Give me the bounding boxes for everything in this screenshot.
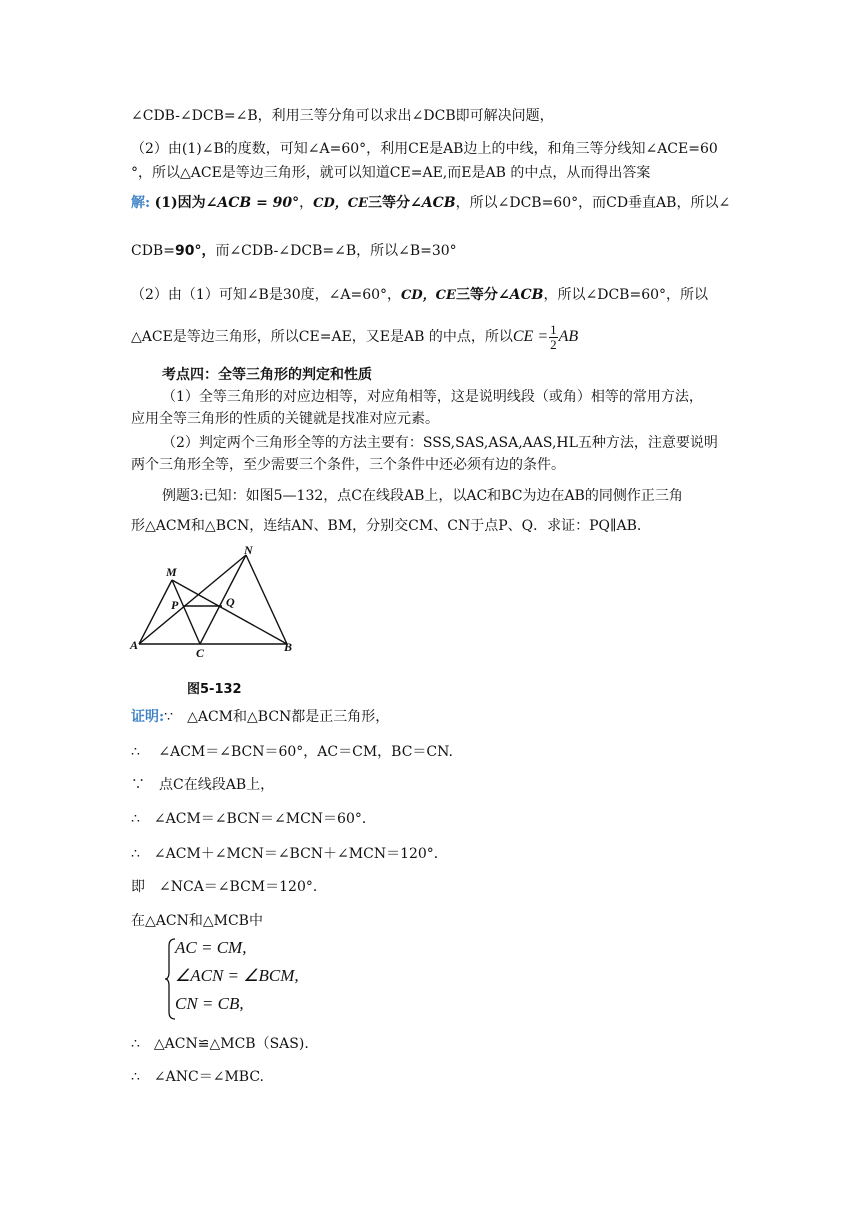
text-line: ∠CDB-∠DCB=∠B，利用三等分角可以求出∠DCB即可解决问题， [131,108,554,124]
label-b: B [284,640,293,654]
equation-row: ∠ACN = ∠BCM, [175,966,299,985]
label-q: Q [226,595,235,609]
label-n: N [244,545,253,557]
equation-row: AC = CM, [175,938,247,957]
text-line: °，所以△ACE是等边三角形，就可以知道CE=AE,而E是AB 的中点，从而得出答案 [131,165,651,181]
solution-part1-line2: CDB=90°，而∠CDB-∠DCB=∠B，所以∠B=30° [131,243,457,259]
fraction: $\frac{1}{2}$ [550,321,557,352]
solution-part2-line: （2）由（1）可知∠B是30度，∠A=60°，CD，CE三等分∠ACB，所以∠DCB=60°，所以 [131,287,709,303]
text-line: （1）全等三角形的对应边相等，对应角相等，这是说明线段（或角）相等的常用方法， [162,389,703,405]
proof-line: ∵ 点C在线段AB上， [131,777,275,793]
text-line: 两个三角形全等，至少需要三个条件，三个条件中还必须有边的条件。 [131,457,565,473]
text-line: 应用全等三角形的性质的关键就是找准对应元素。 [131,411,439,427]
proof-line: ∴ ∠ACM＝∠BCN＝60°，AC＝CM，BC＝CN. [131,744,453,760]
solution-part1-line: 解: (1)因为∠ACB = 90°，CD，CE三等分∠ACB，所以∠DCB=60°，而CD垂直AB，所以∠ [131,195,731,211]
proof-line: 证明:∵ △ACM和△BCN都是正三角形， [131,709,390,725]
segment-bm [172,580,287,644]
text-line: （2）判定两个三角形全等的方法主要有：SSS,SAS,ASA,AAS,HL五种方法，注意要说明 [162,435,718,451]
label-p: P [171,598,179,612]
text-line: （2）由(1)∠B的度数，可知∠A=60°，利用CE是AB边上的中线，和角三等分线知∠ACE=60 [131,141,718,157]
equation-system [165,938,345,1042]
segment-mc [172,580,200,644]
example-line: 形△ACM和△BCN，连结AN、BM，分别交CM、CN于点P、Q．求证：PQ∥AB. [131,518,642,534]
equation-row: CN = CB, [175,994,244,1013]
proof-line: ∴ ∠ACM＝∠BCN＝∠MCN＝60°． [131,811,376,827]
proof-line: ∴ ∠ANC＝∠MBC. [131,1069,264,1085]
proof-line: 在△ACN和△MCB中 [131,913,263,929]
solution-part2-line2: △ACE是等边三角形，所以CE=AE，又E是AB 的中点，所以CE = $\frac{1}{2}$ AB [131,321,579,352]
solution-label: 解: [131,195,151,211]
proof-line: ∴ △ACN≌△MCB（SAS). [131,1036,309,1052]
geometry-figure [128,545,308,660]
example-line: 例题3:已知：如图5—132，点C在线段AB上，以AC和BC为边在AB的同侧作正三角 [162,488,683,504]
section-heading: 考点四：全等三角形的判定和性质 [162,367,372,383]
label-c: C [196,646,205,660]
proof-line: ∴ ∠ACM＋∠MCN＝∠BCN＋∠MCN＝120°． [131,846,448,862]
proof-label: 证明: [131,709,165,725]
segment-am [139,580,172,644]
proof-line: 即 ∠NCA＝∠BCM＝120°． [131,879,327,895]
segment-nb [246,555,287,644]
label-m: M [166,565,177,579]
label-a: A [130,638,139,652]
figure-caption: 图5-132 [187,682,242,697]
